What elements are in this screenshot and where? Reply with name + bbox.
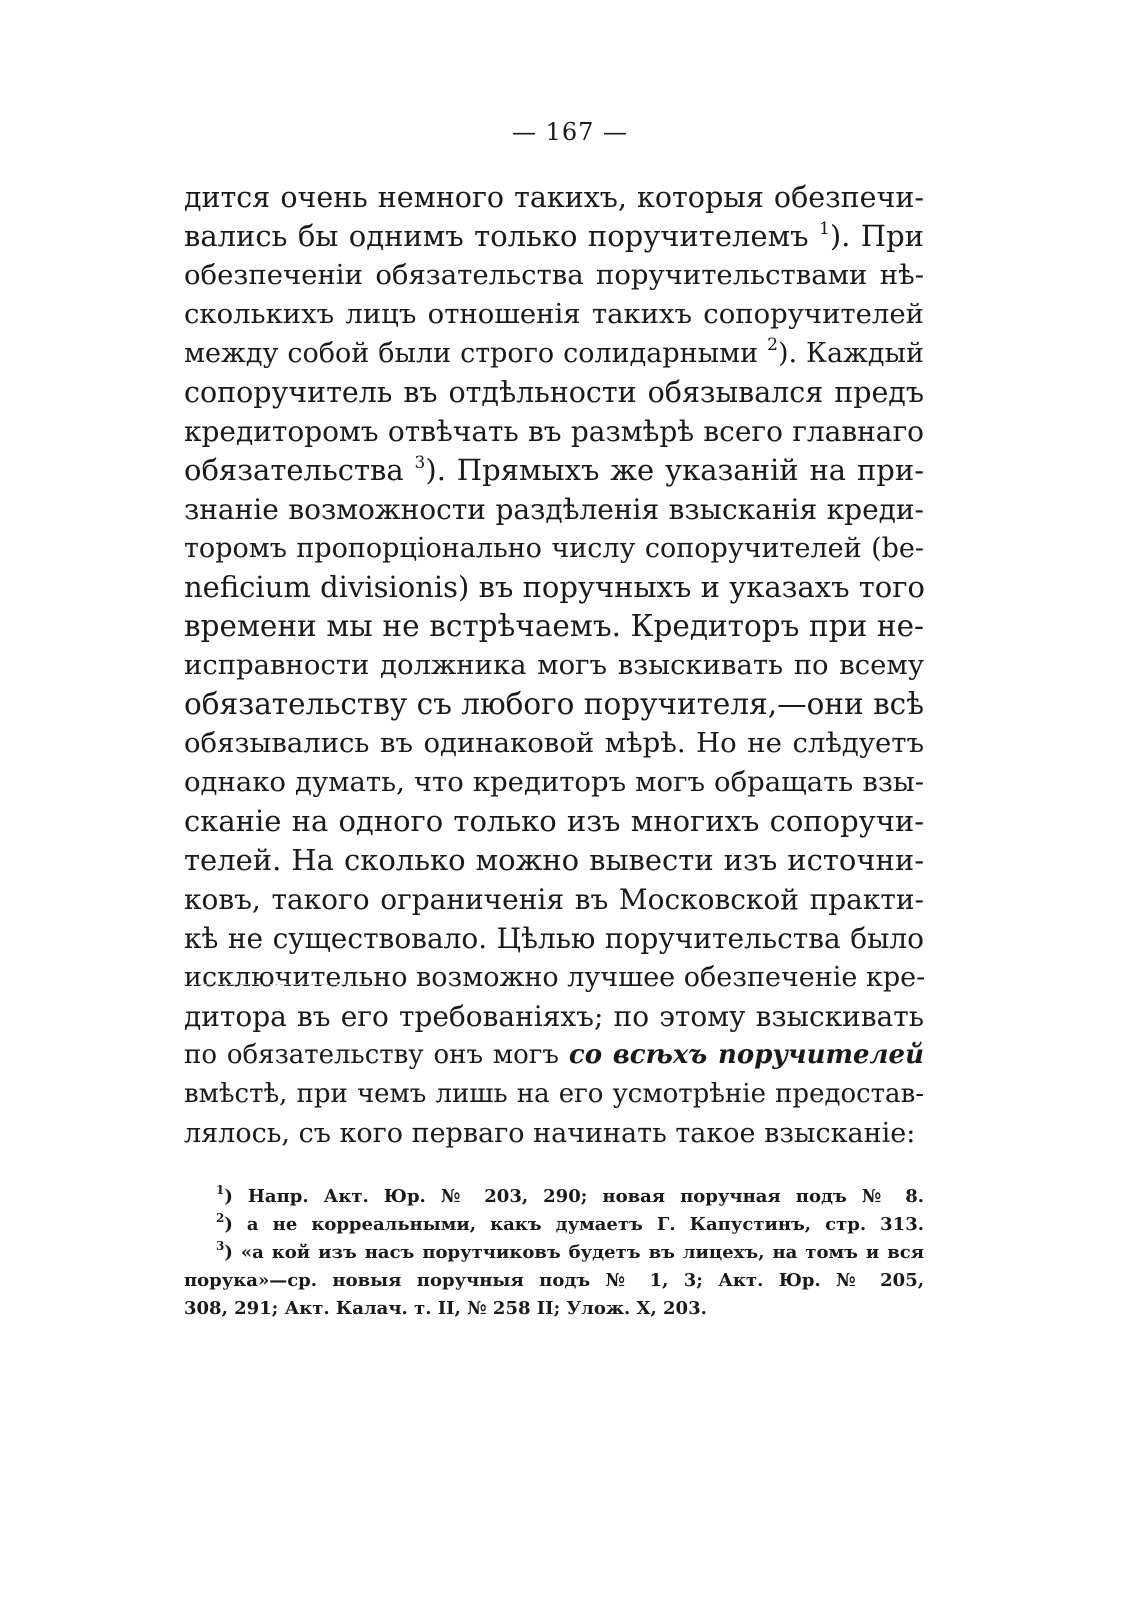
text-line: однако думать, что кредиторъ могъ обращать взы- <box>184 766 924 798</box>
text-line: между собой были строго солидарными $^2$). Каждый <box>184 335 924 369</box>
text-line: торомъ пропорціонально числу сопоручителей (be- <box>184 533 924 564</box>
emphasized-phrase: со всѣхъ поручителей <box>568 1040 924 1070</box>
text-line: вались бы однимъ только поручителемъ $^1$). При <box>184 219 924 253</box>
text-line: сколькихъ лицъ отношенія такихъ сопоручителей <box>184 298 924 330</box>
text-line: кредиторомъ отвѣчать въ размѣрѣ всего главнаго <box>184 415 924 448</box>
footnote-ref-2: 2 <box>767 335 778 355</box>
text-line: времени мы не встрѣчаемъ. Кредиторъ при не- <box>184 609 924 643</box>
footnote-2: $^2$) а не корреальными, какъ думаетъ Г. Капустинъ, стр. 313. <box>216 1211 924 1235</box>
text-line: обязательства $^3$). Прямыхъ же указаній на при- <box>184 453 924 487</box>
footnote-3-cont: порука»—ср. новыя поручныя подъ № 1, 3; Акт. Юр. № 205, <box>184 1270 924 1291</box>
text-line: обезпеченіи обязательства поручительствами нѣ- <box>184 259 924 291</box>
footnote-1: $^1$) Напр. Акт. Юр. № 203, 290; новая поручная подъ № 8. <box>216 1183 924 1207</box>
footnote-3-end: 308, 291; Акт. Калач. т. II, № 258 II; Улож. X, 203. <box>184 1298 707 1319</box>
text-line: телей. На сколько можно вывести изъ источни- <box>184 843 924 877</box>
text-line: дится очень немного такихъ, которыя обезпечи- <box>184 181 924 214</box>
text-line: лялось, съ кого перваго начинать такое взысканіе: <box>184 1118 916 1149</box>
text-line: обязательству съ любого поручителя,—они всѣ <box>184 687 924 721</box>
text-line: знаніе возможности раздѣленія взысканія креди- <box>184 493 924 526</box>
text-line: обязывались въ одинаковой мѣрѣ. Но не слѣдуетъ <box>184 727 924 759</box>
text-line: вмѣстѣ, при чемъ лишь на его усмотрѣніе предостав- <box>184 1079 924 1109</box>
text-line: по обязательству онъ могъ со всѣхъ поручителей <box>184 1040 924 1070</box>
footnote-ref-1: 1 <box>819 219 830 239</box>
text-line: neficium divisionis) въ поручныхъ и указахъ того <box>184 570 925 604</box>
text-line: кѣ не существовало. Цѣлью поручительства было <box>184 922 924 955</box>
footnote-separator <box>184 984 374 985</box>
main-text <box>184 178 924 1153</box>
page-number: — 167 — <box>511 118 629 146</box>
footnote-3: $^3$) «а кой изъ насъ порутчиковъ будетъ въ лицехъ, на томъ и вся <box>216 1239 924 1263</box>
text-line: исправности должника могъ взыскивать по всему <box>184 649 924 681</box>
footnotes <box>184 1183 924 1323</box>
text-line: ковъ, такого ограниченія въ Московской практи- <box>184 883 924 916</box>
text-line: сканіе на одного только изъ многихъ сопоручи- <box>184 804 924 838</box>
text-line: исключительно возможно лучшее обезпеченіе кре- <box>184 962 926 993</box>
footnote-ref-3: 3 <box>414 453 426 473</box>
text-line: дитора въ его требованіяхъ; по этому взыскивать <box>184 1000 924 1033</box>
text-line: сопоручитель въ отдѣльности обязывался предъ <box>184 376 924 409</box>
